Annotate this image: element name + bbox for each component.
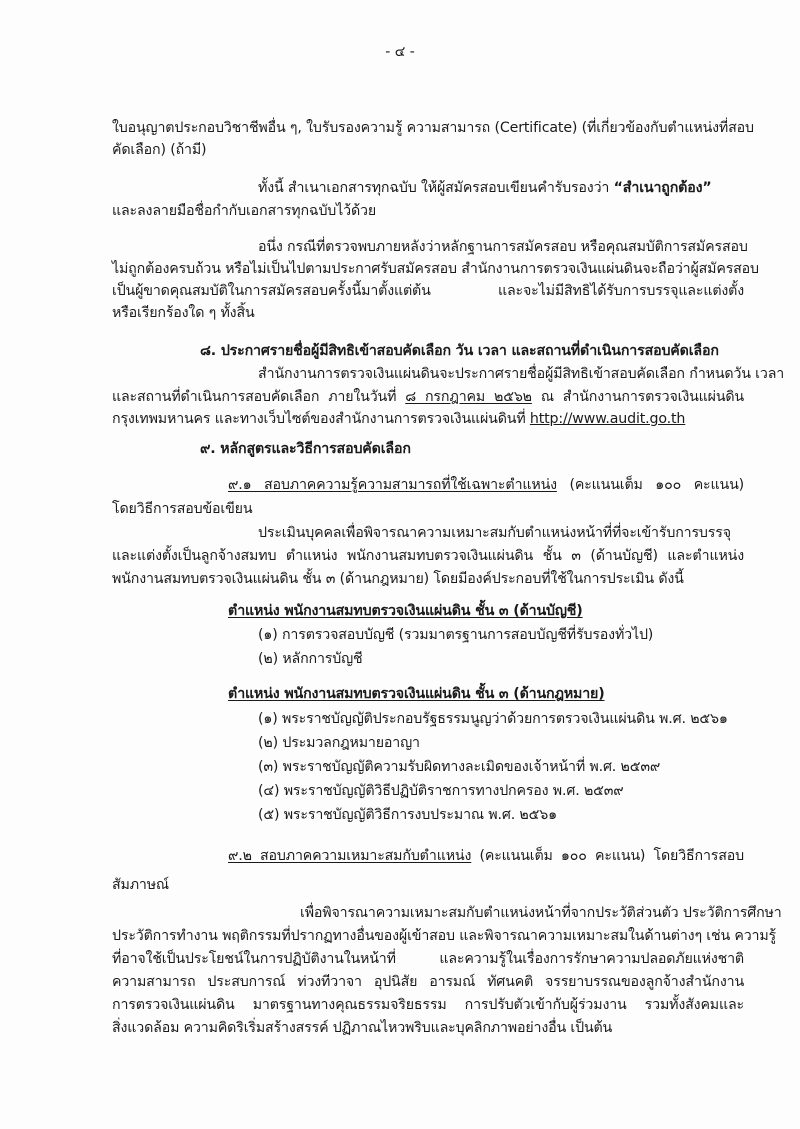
section-9-2-score: (คะแนนเต็ม ๑๐๐ คะแนน) โดยวิธีการสอบ [471,848,745,864]
section-8-text-post: ณ สำนักงานการตรวจเงินแผ่นดิน [531,389,744,405]
section-9-2-desc-6: สิ่งแวดล้อม ความคิดริเริ่มสร้างสรรค์ ปฏิภาณไหวพริบและบุคลิกภาพอย่างอื่น เป็นต้น [112,1020,613,1036]
accounting-item-2: (๒) หลักการบัญชี [258,651,363,667]
section-9-1-score: (คะแนนเต็ม ๑๐๐ คะแนน) [556,477,744,493]
section-9-2-title-line [228,846,744,866]
section-8-text: และสถานที่ดำเนินการสอบคัดเลือก ภายในวันที่ [112,389,406,405]
intro-line-2: คัดเลือก) (ถ้ามี) [112,142,207,158]
position-accounting-title: ตำแหน่ง พนักงานสมทบตรวจเงินแผ่นดิน ชั้น ๓ (ด้านบัญชี) [228,603,583,619]
section-9-2-desc-3: ที่อาจใช้เป็นประโยชน์ในการปฏิบัติงานในหน้าที่ และความรู้ในเรื่องการรักษาความปลอดภัยแห่งชาติ [112,951,744,967]
certified-copy-phrase: “สำเนาถูกต้อง” [613,180,712,196]
section-9-heading: ๙. หลักสูตรและวิธีการสอบคัดเลือก [200,441,411,457]
law-item-2: (๒) ประมวลกฎหมายอาญา [258,735,420,751]
section-9-1-desc-1: ประเมินบุคคลเพื่อพิจารณาความเหมาะสมกับตำแหน่งหน้าที่ที่จะเข้ารับการบรรจุ [258,525,731,541]
law-item-4: (๔) พระราชบัญญัติวิธีปฏิบัติราชการทางปกครอง พ.ศ. ๒๕๓๙ [258,783,624,799]
law-item-5: (๕) พระราชบัญญัติวิธีการงบประมาณ พ.ศ. ๒๕๖๑ [258,807,557,823]
law-item-3: (๓) พระราชบัญญัติความรับผิดทางละเมิดของเจ้าหน้าที่ พ.ศ. ๒๕๓๙ [258,759,661,775]
section-8-line-1: สำนักงานการตรวจเงินแผ่นดินจะประกาศรายชื่อผู้มีสิทธิเข้าสอบคัดเลือก กำหนดวัน เวลา [258,366,785,382]
section-9-1-desc-2: และแต่งตั้งเป็นลูกจ้างสมทบ ตำแหน่ง พนักงานสมทบตรวจเงินแผ่นดิน ชั้น ๓ (ด้านบัญชี) และตำแหน่ง [112,548,744,564]
section-9-1-title: ๙.๑ สอบภาคความรู้ความสามารถที่ใช้เฉพาะตำแหน่ง [228,477,557,493]
section-9-2-desc-1: เพื่อพิจารณาความเหมาะสมกับตำแหน่งหน้าที่จากประวัติส่วนตัว ประวัติการศึกษา [300,905,782,921]
section-9-2-desc-2: ประวัติการทำงาน พฤติกรรมที่ปรากฏทางอื่นของผู้เข้าสอบ และพิจารณาความเหมาะสมในด้านต่างๆ เช่น ความรู้ [112,928,777,944]
section-9-2-title: ๙.๒ สอบภาคความเหมาะสมกับตำแหน่ง [228,848,472,864]
disqualify-line-2: ไม่ถูกต้องครบถ้วน หรือไม่เป็นไปตามประกาศรับสมัครสอบ สำนักงานการตรวจเงินแผ่นดินจะถือว่าผู้สมัครสอบ [112,261,759,277]
intro-line-1: ใบอนุญาตประกอบวิชาชีพอื่น ๆ, ใบรับรองความรู้ ความสามารถ (Certificate) (ที่เกี่ยวข้องกับตำแหน่งที่สอบ [112,120,754,136]
audit-website-link[interactable]: http://www.audit.go.th [529,411,686,427]
section-8-text-3: กรุงเทพมหานคร และทางเว็บไซต์ของสำนักงานการตรวจเงินแผ่นดินที่ [112,411,530,427]
section-8-line-2 [112,387,744,407]
section-9-1-desc-3: พนักงานสมทบตรวจเงินแผ่นดิน ชั้น ๓ (ด้านกฎหมาย) โดยมีองค์ประกอบที่ใช้ในการประเมิน ดังนี้ [112,571,684,587]
disqualify-line-1: อนึ่ง กรณีที่ตรวจพบภายหลังว่าหลักฐานการสมัครสอบ หรือคุณสมบัติการสมัครสอบ [258,239,748,255]
page-number: - ๔ - [385,44,415,60]
section-9-2-desc-4: ความสามารถ ประสบการณ์ ท่วงทีวาจา อุปนิสัย อารมณ์ ทัศนคติ จรรยาบรรณของลูกจ้างสำนักงาน [112,974,744,990]
disqualify-line-4: หรือเรียกร้องใด ๆ ทั้งสิ้น [112,305,255,321]
position-law-title: ตำแหน่ง พนักงานสมทบตรวจเงินแผ่นดิน ชั้น ๓ (ด้านกฎหมาย) [228,686,605,702]
section-9-2-desc-5: การตรวจเงินแผ่นดิน มาตรฐานทางคุณธรรมจริยธรรม การปรับตัวเข้ากับผู้ร่วมงาน รวมทั้งสังคมและ [112,997,744,1013]
accounting-item-1: (๑) การตรวจสอบบัญชี (รวมมาตรฐานการสอบบัญชีที่รับรองทั่วไป) [258,627,654,643]
copy-note-text: ทั้งนี้ สำเนาเอกสารทุกฉบับ ให้ผู้สมัครสอบเขียนคำรับรองว่า [258,180,614,196]
section-9-1-title-line [228,475,744,495]
copy-note-line-2: และลงลายมือชื่อกำกับเอกสารทุกฉบับไว้ด้วย [112,203,376,219]
announcement-date: ๘ กรกฎาคม ๒๕๖๒ [405,389,532,405]
section-9-2-method: สัมภาษณ์ [112,877,169,893]
section-8-heading: ๘. ประกาศรายชื่อผู้มีสิทธิเข้าสอบคัดเลือก วัน เวลา และสถานที่ดำเนินการสอบคัดเลือก [200,343,719,359]
disqualify-line-3: เป็นผู้ขาดคุณสมบัติในการสมัครสอบครั้งนี้มาตั้งแต่ต้น และจะไม่มีสิทธิได้รับการบรรจุและแต่งตั้ง [112,283,744,299]
section-9-1-method: โดยวิธีการสอบข้อเขียน [112,501,253,517]
law-item-1: (๑) พระราชบัญญัติประกอบรัฐธรรมนูญว่าด้วยการตรวจเงินแผ่นดิน พ.ศ. ๒๕๖๑ [258,711,728,727]
copy-note-line-1 [258,178,712,198]
section-8-line-3 [112,409,685,429]
